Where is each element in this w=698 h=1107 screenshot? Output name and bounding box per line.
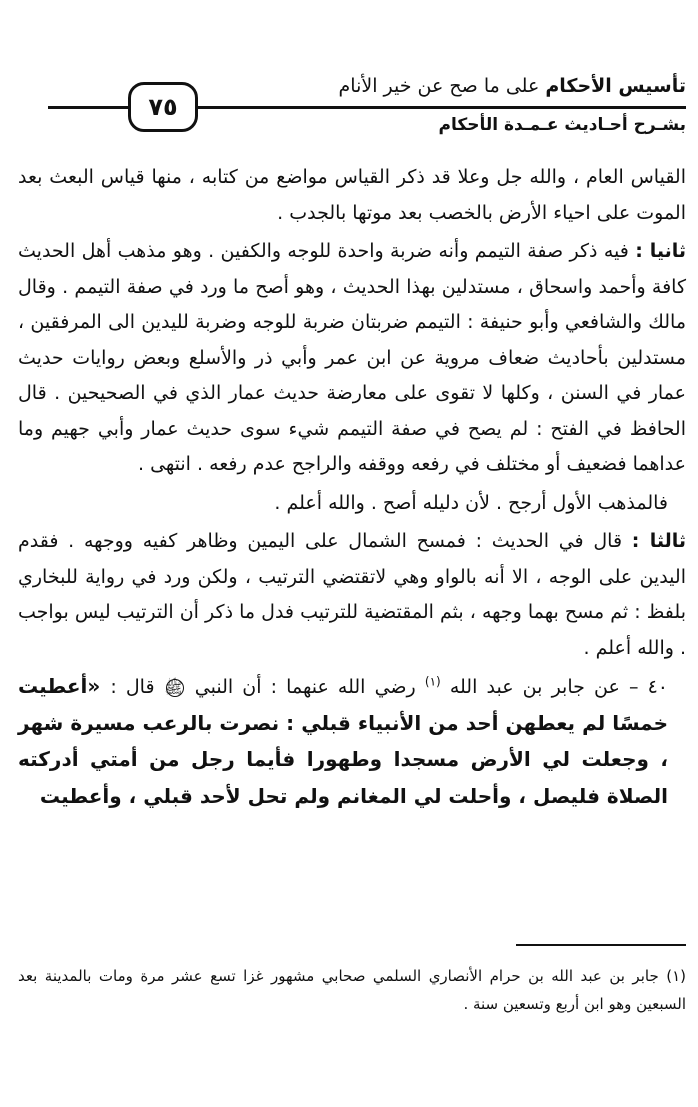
section-label-third: ثالثا : — [631, 530, 686, 552]
book-title-rest: على ما صح عن خير الأنام — [338, 75, 546, 97]
paragraph-4 — [18, 524, 686, 666]
paragraph-4-text: قال في الحديث : فمسح الشمال على اليمين وظاهر كفيه ووجهه . فقدم اليدين على الوجه ، الا أنه بالواو وهي لاتقتضي الترتيب ، ولكن ورد في رواية للبخاري بلفظ : ثم مسح بهما وجهه ، بثم المقتضية للترتيب فدل ما ذكر أن الترتيب ليس بواجب . والله أعلم . — [18, 530, 686, 659]
hadith-chain-1: عن جابر بن عبد الله — [440, 676, 629, 698]
book-title-main: تأسيس الأحكام — [545, 75, 686, 97]
running-header-title — [339, 74, 686, 98]
footnote-ref[interactable]: (١) — [424, 674, 441, 689]
page-number-badge: ٧٥ — [128, 82, 198, 132]
hadith-text: «أعطيت خمسًا لم يعطهن أحد من الأنبياء قبلي : نصرت بالرعب مسيرة شهر ، وجعلت لي الأرض مسجدا وطهورا فأيما رجل من أمتي أدركته الصلاة فليصل ، وأحلت لي المغانم ولم تحل لأحد قبلي ، وأعطيت — [18, 674, 668, 808]
running-header-subtitle: بشـرح أحـاديث عـمـدة الأحكام — [438, 115, 686, 135]
hadith-40 — [18, 669, 686, 815]
paragraph-3: فالمذهب الأول أرجح . لأن دليله أصح . والله أعلم . — [274, 491, 668, 514]
section-label-second: ثانيا : — [635, 240, 686, 262]
footnote: (١) جابر بن عبد الله بن حرام الأنصاري السلمي صحابي مشهور غزا تسع عشر مرة ومات بالمدينة بعد السبعين وهو ابن أربع وتسعين سنة . — [18, 967, 686, 1013]
salutation-icon: ﷺ — [164, 678, 183, 697]
hadith-number: ٤٠ – — [628, 676, 668, 698]
footnote-rule — [516, 944, 686, 946]
hadith-chain-3: قال : — [110, 676, 164, 698]
paragraph-2 — [18, 234, 686, 483]
hadith-chain-2: رضي الله عنهما : أن النبي — [185, 676, 425, 698]
main-text — [18, 160, 686, 815]
paragraph-2-text: فيه ذكر صفة التيمم وأنه ضربة واحدة للوجه والكفين . وهو مذهب أهل الحديث كافة وأحمد واسحاق ، مستدلين بهذا الحديث ، وهو أصح ما ورد في صفة التيمم . وقال مالك والشافعي وأبو حنيفة : التيمم ضربتان ضربة للوجه وضربة لليدين الى المرفقين ، مستدلين بأحاديث ضعاف مروية عن ابن عمر وأبي ذر والأسلع وبعض روايات حديث عمار في السنن ، وكلها لا تقوى على معارضة حديث عمار الذي في الصحيحين . قال الحافظ في الفتح : لم يصح في صفة التيمم شيء سوى حديث عمار وأبي جهيم وما عداهما فضعيف أو مختلف في رفعه ووقفه والراجح عدم رفعه . انتهى . — [18, 240, 686, 475]
paragraph-1: القياس العام ، والله جل وعلا قد ذكر القياس مواضع من كتابه ، منها قياس البعث بعد الموت على احياء الأرض بالخصب بعد موتها بالجدب . — [18, 166, 686, 224]
